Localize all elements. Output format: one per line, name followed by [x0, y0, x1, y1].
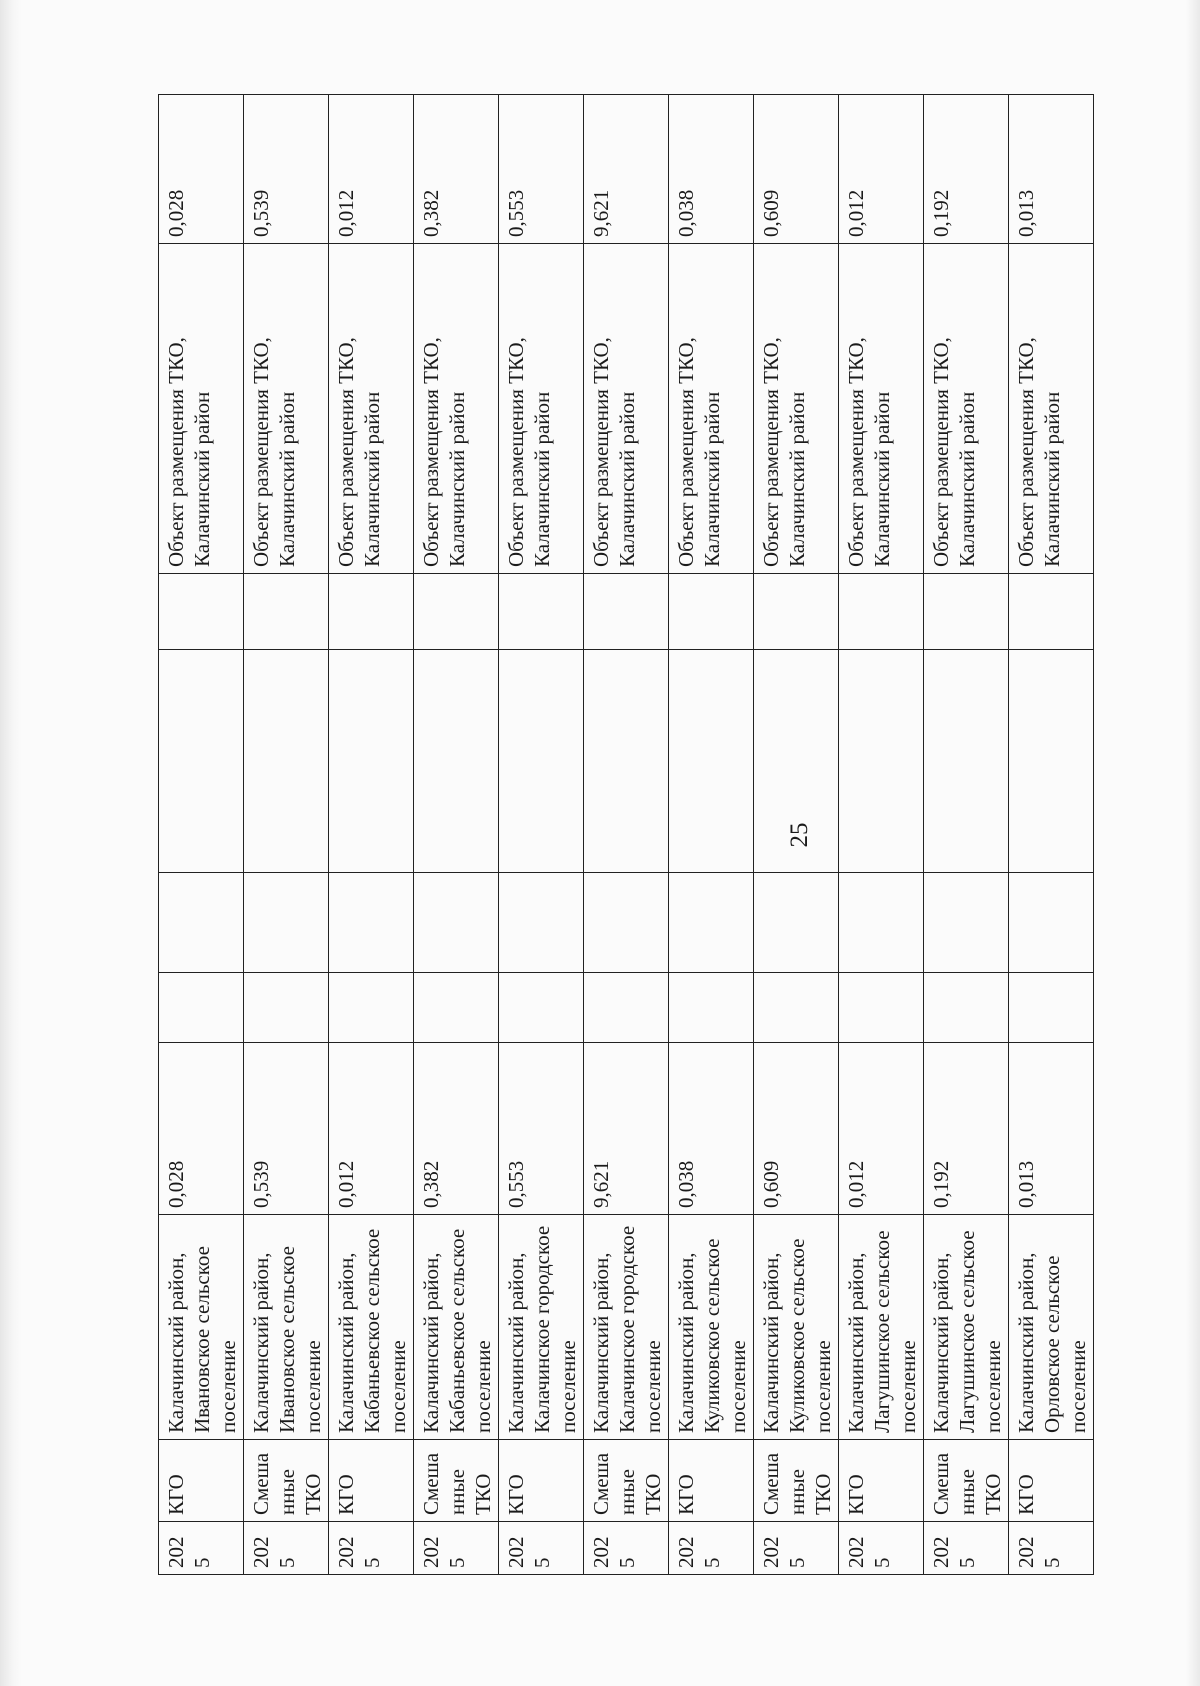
- volume-cell: 0,038: [669, 1043, 754, 1215]
- location-cell: Калачинский район, Ивановское сельское поселение: [244, 1215, 329, 1440]
- year-cell: 2025: [669, 1522, 754, 1575]
- location-cell: Калачинский район, Калачинское городское поселение: [584, 1215, 669, 1440]
- empty-cell: [244, 973, 329, 1043]
- waste-type-cell: КГО: [499, 1440, 584, 1522]
- facility-cell: Объект размещения ТКО, Калачинский район: [244, 244, 329, 574]
- location-cell: Калачинский район, Куликовское сельское поселение: [754, 1215, 839, 1440]
- empty-cell: [414, 650, 499, 873]
- empty-cell: [1009, 574, 1094, 650]
- facility-volume-cell: 0,028: [159, 95, 244, 244]
- location-cell: Калачинский район, Калачинское городское поселение: [499, 1215, 584, 1440]
- empty-cell: [754, 650, 839, 873]
- waste-type-cell: Смешанные ТКО: [414, 1440, 499, 1522]
- table-row: [499, 95, 584, 1575]
- empty-cell: [754, 873, 839, 973]
- waste-type-cell: Смешанные ТКО: [754, 1440, 839, 1522]
- volume-cell: 0,382: [414, 1043, 499, 1215]
- waste-type-cell: КГО: [329, 1440, 414, 1522]
- empty-cell: [584, 973, 669, 1043]
- empty-cell: [1009, 873, 1094, 973]
- year-cell: 2025: [584, 1522, 669, 1575]
- year-cell: 2025: [839, 1522, 924, 1575]
- waste-type-cell: КГО: [159, 1440, 244, 1522]
- empty-cell: [329, 873, 414, 973]
- location-cell: Калачинский район, Ивановское сельское поселение: [159, 1215, 244, 1440]
- volume-cell: 9,621: [584, 1043, 669, 1215]
- empty-cell: [669, 574, 754, 650]
- empty-cell: [329, 574, 414, 650]
- location-cell: Калачинский район, Куликовское сельское поселение: [669, 1215, 754, 1440]
- empty-cell: [584, 873, 669, 973]
- empty-cell: [584, 574, 669, 650]
- volume-cell: 0,028: [159, 1043, 244, 1215]
- empty-cell: [499, 873, 584, 973]
- empty-cell: [924, 650, 1009, 873]
- facility-volume-cell: 0,013: [1009, 95, 1094, 244]
- empty-cell: [1009, 650, 1094, 873]
- facility-cell: Объект размещения ТКО, Калачинский район: [1009, 244, 1094, 574]
- empty-cell: [159, 574, 244, 650]
- facility-cell: Объект размещения ТКО, Калачинский район: [839, 244, 924, 574]
- facility-volume-cell: 0,609: [754, 95, 839, 244]
- empty-cell: [669, 873, 754, 973]
- waste-type-cell: Смешанные ТКО: [584, 1440, 669, 1522]
- scan-edge-left: [0, 0, 22, 1686]
- facility-volume-cell: 0,553: [499, 95, 584, 244]
- volume-cell: 0,012: [839, 1043, 924, 1215]
- empty-cell: [244, 873, 329, 973]
- table-row: [754, 95, 839, 1575]
- facility-cell: Объект размещения ТКО, Калачинский район: [159, 244, 244, 574]
- location-cell: Калачинский район, Кабаньевское сельское поселение: [329, 1215, 414, 1440]
- volume-cell: 0,539: [244, 1043, 329, 1215]
- location-cell: Калачинский район, Лагушинское сельское поселение: [924, 1215, 1009, 1440]
- volume-cell: 0,553: [499, 1043, 584, 1215]
- empty-cell: [669, 650, 754, 873]
- year-cell: 2025: [1009, 1522, 1094, 1575]
- page-number: 25: [786, 822, 813, 848]
- year-cell: 2025: [244, 1522, 329, 1575]
- table-row: [244, 95, 329, 1575]
- year-cell: 2025: [159, 1522, 244, 1575]
- scan-edge-right: [1186, 0, 1200, 1686]
- facility-volume-cell: 0,192: [924, 95, 1009, 244]
- empty-cell: [839, 873, 924, 973]
- facility-cell: Объект размещения ТКО, Калачинский район: [329, 244, 414, 574]
- year-cell: 2025: [754, 1522, 839, 1575]
- empty-cell: [1009, 973, 1094, 1043]
- empty-cell: [414, 574, 499, 650]
- empty-cell: [329, 650, 414, 873]
- waste-type-cell: КГО: [839, 1440, 924, 1522]
- volume-cell: 0,192: [924, 1043, 1009, 1215]
- facility-volume-cell: 0,038: [669, 95, 754, 244]
- empty-cell: [924, 873, 1009, 973]
- empty-cell: [159, 973, 244, 1043]
- empty-cell: [414, 973, 499, 1043]
- empty-cell: [839, 574, 924, 650]
- empty-cell: [924, 973, 1009, 1043]
- facility-cell: Объект размещения ТКО, Калачинский район: [924, 244, 1009, 574]
- empty-cell: [924, 574, 1009, 650]
- waste-type-cell: Смешанные ТКО: [244, 1440, 329, 1522]
- table-body: [159, 95, 1094, 1575]
- facility-cell: Объект размещения ТКО, Калачинский район: [669, 244, 754, 574]
- facility-volume-cell: 0,012: [839, 95, 924, 244]
- table-row: [669, 95, 754, 1575]
- facility-volume-cell: 9,621: [584, 95, 669, 244]
- rotated-page: [158, 95, 1090, 1575]
- empty-cell: [754, 574, 839, 650]
- volume-cell: 0,013: [1009, 1043, 1094, 1215]
- facility-cell: Объект размещения ТКО, Калачинский район: [499, 244, 584, 574]
- empty-cell: [244, 574, 329, 650]
- empty-cell: [159, 873, 244, 973]
- empty-cell: [839, 973, 924, 1043]
- empty-cell: [839, 650, 924, 873]
- facility-volume-cell: 0,012: [329, 95, 414, 244]
- facility-cell: Объект размещения ТКО, Калачинский район: [414, 244, 499, 574]
- table-row: [924, 95, 1009, 1575]
- facility-cell: Объект размещения ТКО, Калачинский район: [584, 244, 669, 574]
- table-row: [329, 95, 414, 1575]
- table-row: [584, 95, 669, 1575]
- empty-cell: [329, 973, 414, 1043]
- empty-cell: [669, 973, 754, 1043]
- empty-cell: [499, 650, 584, 873]
- facility-cell: Объект размещения ТКО, Калачинский район: [754, 244, 839, 574]
- table-row: [839, 95, 924, 1575]
- year-cell: 2025: [499, 1522, 584, 1575]
- waste-table: [158, 94, 1094, 1575]
- empty-cell: [754, 973, 839, 1043]
- location-cell: Калачинский район, Орловское сельское поселение: [1009, 1215, 1094, 1440]
- waste-type-cell: КГО: [1009, 1440, 1094, 1522]
- volume-cell: 0,609: [754, 1043, 839, 1215]
- year-cell: 2025: [414, 1522, 499, 1575]
- waste-type-cell: Смешанные ТКО: [924, 1440, 1009, 1522]
- facility-volume-cell: 0,539: [244, 95, 329, 244]
- empty-cell: [244, 650, 329, 873]
- table-row: [159, 95, 244, 1575]
- year-cell: 2025: [924, 1522, 1009, 1575]
- waste-type-cell: КГО: [669, 1440, 754, 1522]
- empty-cell: [499, 574, 584, 650]
- empty-cell: [584, 650, 669, 873]
- location-cell: Калачинский район, Лагушинское сельское поселение: [839, 1215, 924, 1440]
- table-row: [414, 95, 499, 1575]
- empty-cell: [159, 650, 244, 873]
- volume-cell: 0,012: [329, 1043, 414, 1215]
- location-cell: Калачинский район, Кабаньевское сельское поселение: [414, 1215, 499, 1440]
- empty-cell: [499, 973, 584, 1043]
- year-cell: 2025: [329, 1522, 414, 1575]
- empty-cell: [414, 873, 499, 973]
- table-row: [1009, 95, 1094, 1575]
- facility-volume-cell: 0,382: [414, 95, 499, 244]
